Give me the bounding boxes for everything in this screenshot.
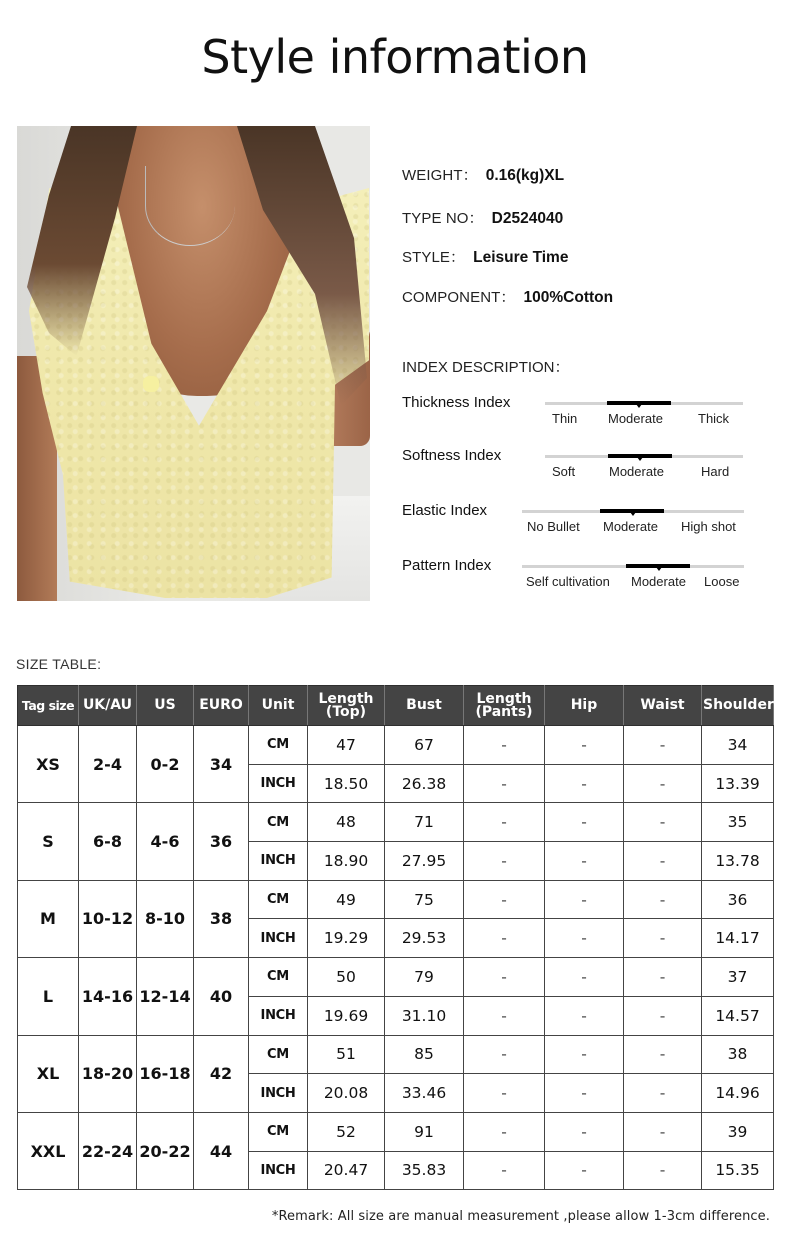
index-option: Thick (698, 411, 730, 426)
cell-shoulder: 34 (702, 726, 774, 765)
col-uk-au: UK/AU (79, 686, 137, 726)
cell-tag: L (18, 958, 79, 1035)
cell-length-pants: - (464, 880, 545, 919)
cell-bust: 33.46 (385, 1074, 464, 1113)
index-option: Hard (701, 464, 730, 479)
index-description-title: INDEX DESCRIPTION： (402, 359, 570, 376)
cell-length-top: 19.69 (308, 996, 385, 1035)
cell-euro: 44 (194, 1112, 249, 1189)
cell-length-pants: - (464, 726, 545, 765)
cell-length-pants: - (464, 958, 545, 997)
cell-us: 12-14 (137, 958, 194, 1035)
cell-euro: 40 (194, 958, 249, 1035)
cell-unit: INCH (249, 1074, 308, 1113)
cell-uk-au: 14-16 (79, 958, 137, 1035)
cell-unit: CM (249, 958, 308, 997)
cell-length-pants: - (464, 1074, 545, 1113)
cell-unit: CM (249, 880, 308, 919)
cell-us: 20-22 (137, 1112, 194, 1189)
page-title: Style information (201, 30, 589, 84)
cell-length-pants: - (464, 919, 545, 958)
cell-hip: - (545, 842, 624, 881)
cell-bust: 71 (385, 803, 464, 842)
cell-hip: - (545, 726, 624, 765)
index-name: Pattern Index (402, 557, 492, 574)
detail-label: COMPONENT： (402, 289, 516, 306)
cell-waist: - (624, 958, 702, 997)
cell-length-pants: - (464, 1112, 545, 1151)
cell-uk-au: 6-8 (79, 803, 137, 880)
cell-shoulder: 39 (702, 1112, 774, 1151)
table-row (18, 1035, 774, 1074)
cell-euro: 34 (194, 726, 249, 803)
cell-us: 16-18 (137, 1035, 194, 1112)
col-length-pants-line2: (Pants) (475, 703, 533, 720)
col-hip: Hip (545, 686, 624, 726)
index-name: Elastic Index (402, 502, 488, 519)
size-table-body (18, 726, 774, 1190)
cell-bust: 85 (385, 1035, 464, 1074)
cell-us: 0-2 (137, 726, 194, 803)
index-option-selected: Moderate (609, 464, 664, 479)
cell-length-top: 20.08 (308, 1074, 385, 1113)
size-table (17, 685, 774, 1190)
remark-note: *Remark: All size are manual measurement ,please allow 1-3cm difference. (271, 1209, 770, 1224)
cell-bust: 26.38 (385, 764, 464, 803)
index-option: High shot (681, 519, 736, 534)
cell-euro: 42 (194, 1035, 249, 1112)
cell-length-pants: - (464, 842, 545, 881)
elastic-index (402, 502, 782, 542)
cell-waist: - (624, 1112, 702, 1151)
col-length-top-line1: Length (318, 690, 374, 707)
detail-value: 100%Cotton (523, 289, 614, 306)
table-row (18, 726, 774, 765)
cell-hip: - (545, 1035, 624, 1074)
indicator-pointer-icon (656, 567, 662, 571)
index-name: Thickness Index (402, 394, 511, 411)
table-row (18, 1112, 774, 1151)
index-option: No Bullet (527, 519, 580, 534)
cell-waist: - (624, 1035, 702, 1074)
cell-waist: - (624, 726, 702, 765)
cell-length-pants: - (464, 996, 545, 1035)
cell-length-pants: - (464, 1151, 545, 1190)
col-tag-size: Tag size (18, 686, 79, 726)
table-row (18, 958, 774, 997)
cell-hip: - (545, 764, 624, 803)
cell-tag: XL (18, 1035, 79, 1112)
col-length-pants (464, 686, 545, 726)
cell-tag: XS (18, 726, 79, 803)
detail-label: TYPE NO： (402, 210, 484, 227)
index-option-selected: Moderate (608, 411, 663, 426)
col-unit: Unit (249, 686, 308, 726)
cell-bust: 91 (385, 1112, 464, 1151)
detail-value: 0.16(kg)XL (485, 167, 565, 184)
cell-us: 8-10 (137, 880, 194, 957)
indicator-pointer-icon (636, 404, 642, 408)
cell-unit: INCH (249, 1151, 308, 1190)
index-option-selected: Moderate (603, 519, 658, 534)
softness-index (402, 447, 782, 487)
cell-hip: - (545, 1074, 624, 1113)
cell-hip: - (545, 1112, 624, 1151)
cell-euro: 36 (194, 803, 249, 880)
cell-length-top: 19.29 (308, 919, 385, 958)
cell-waist: - (624, 880, 702, 919)
size-table-label: SIZE TABLE: (16, 656, 102, 672)
cell-tag: XXL (18, 1112, 79, 1189)
cell-hip: - (545, 1151, 624, 1190)
cell-length-top: 18.50 (308, 764, 385, 803)
cell-unit: INCH (249, 919, 308, 958)
cell-waist: - (624, 1151, 702, 1190)
cell-shoulder: 14.57 (702, 996, 774, 1035)
cell-shoulder: 14.17 (702, 919, 774, 958)
table-header-row (18, 686, 774, 726)
cell-euro: 38 (194, 880, 249, 957)
cell-shoulder: 13.78 (702, 842, 774, 881)
cell-length-top: 47 (308, 726, 385, 765)
cell-unit: CM (249, 1035, 308, 1074)
cell-hip: - (545, 803, 624, 842)
detail-type-no (402, 207, 563, 228)
cell-bust: 31.10 (385, 996, 464, 1035)
cell-shoulder: 35 (702, 803, 774, 842)
cell-shoulder: 36 (702, 880, 774, 919)
detail-label: STYLE： (402, 249, 466, 266)
cell-unit: INCH (249, 996, 308, 1035)
col-length-top (308, 686, 385, 726)
detail-value: D2524040 (491, 210, 564, 227)
cell-waist: - (624, 919, 702, 958)
index-option-selected: Moderate (631, 574, 686, 589)
cell-unit: CM (249, 803, 308, 842)
index-option: Thin (552, 411, 578, 426)
cell-shoulder: 14.96 (702, 1074, 774, 1113)
cell-hip: - (545, 919, 624, 958)
cell-shoulder: 38 (702, 1035, 774, 1074)
col-shoulder: Shoulder (702, 686, 774, 726)
pattern-index (402, 557, 782, 597)
indicator-pointer-icon (637, 457, 643, 461)
cell-bust: 29.53 (385, 919, 464, 958)
cell-length-top: 51 (308, 1035, 385, 1074)
cell-uk-au: 10-12 (79, 880, 137, 957)
cell-waist: - (624, 842, 702, 881)
cell-hip: - (545, 996, 624, 1035)
cell-uk-au: 2-4 (79, 726, 137, 803)
index-option: Loose (704, 574, 740, 589)
cell-uk-au: 18-20 (79, 1035, 137, 1112)
col-us: US (137, 686, 194, 726)
cell-unit: INCH (249, 764, 308, 803)
cell-tag: M (18, 880, 79, 957)
indicator-pointer-icon (630, 512, 636, 516)
cell-length-pants: - (464, 764, 545, 803)
cell-bust: 27.95 (385, 842, 464, 881)
cell-length-pants: - (464, 1035, 545, 1074)
table-row (18, 880, 774, 919)
index-name: Softness Index (402, 447, 502, 464)
col-euro: EURO (194, 686, 249, 726)
index-option: Self cultivation (526, 574, 610, 589)
cell-unit: INCH (249, 842, 308, 881)
cell-length-pants: - (464, 803, 545, 842)
cell-shoulder: 13.39 (702, 764, 774, 803)
photo-necklace (145, 166, 235, 246)
photo-bow (143, 376, 159, 392)
cell-length-top: 50 (308, 958, 385, 997)
cell-waist: - (624, 803, 702, 842)
cell-unit: CM (249, 726, 308, 765)
cell-waist: - (624, 764, 702, 803)
cell-hip: - (545, 880, 624, 919)
cell-bust: 67 (385, 726, 464, 765)
cell-length-top: 48 (308, 803, 385, 842)
cell-length-top: 49 (308, 880, 385, 919)
cell-length-top: 20.47 (308, 1151, 385, 1190)
detail-value: Leisure Time (473, 249, 569, 266)
cell-bust: 35.83 (385, 1151, 464, 1190)
thickness-index (402, 394, 782, 434)
col-length-pants-line1: Length (476, 690, 532, 707)
detail-style (402, 246, 568, 267)
col-length-top-line2: (Top) (325, 703, 367, 720)
cell-hip: - (545, 958, 624, 997)
detail-label: WEIGHT： (402, 167, 478, 184)
cell-shoulder: 15.35 (702, 1151, 774, 1190)
cell-uk-au: 22-24 (79, 1112, 137, 1189)
cell-us: 4-6 (137, 803, 194, 880)
table-row (18, 803, 774, 842)
cell-shoulder: 37 (702, 958, 774, 997)
detail-weight (402, 164, 564, 185)
cell-length-top: 18.90 (308, 842, 385, 881)
col-bust: Bust (385, 686, 464, 726)
cell-bust: 79 (385, 958, 464, 997)
cell-waist: - (624, 1074, 702, 1113)
cell-bust: 75 (385, 880, 464, 919)
cell-waist: - (624, 996, 702, 1035)
cell-unit: CM (249, 1112, 308, 1151)
detail-component (402, 286, 613, 307)
product-photo (17, 126, 370, 601)
cell-length-top: 52 (308, 1112, 385, 1151)
index-option: Soft (552, 464, 576, 479)
col-waist: Waist (624, 686, 702, 726)
cell-tag: S (18, 803, 79, 880)
